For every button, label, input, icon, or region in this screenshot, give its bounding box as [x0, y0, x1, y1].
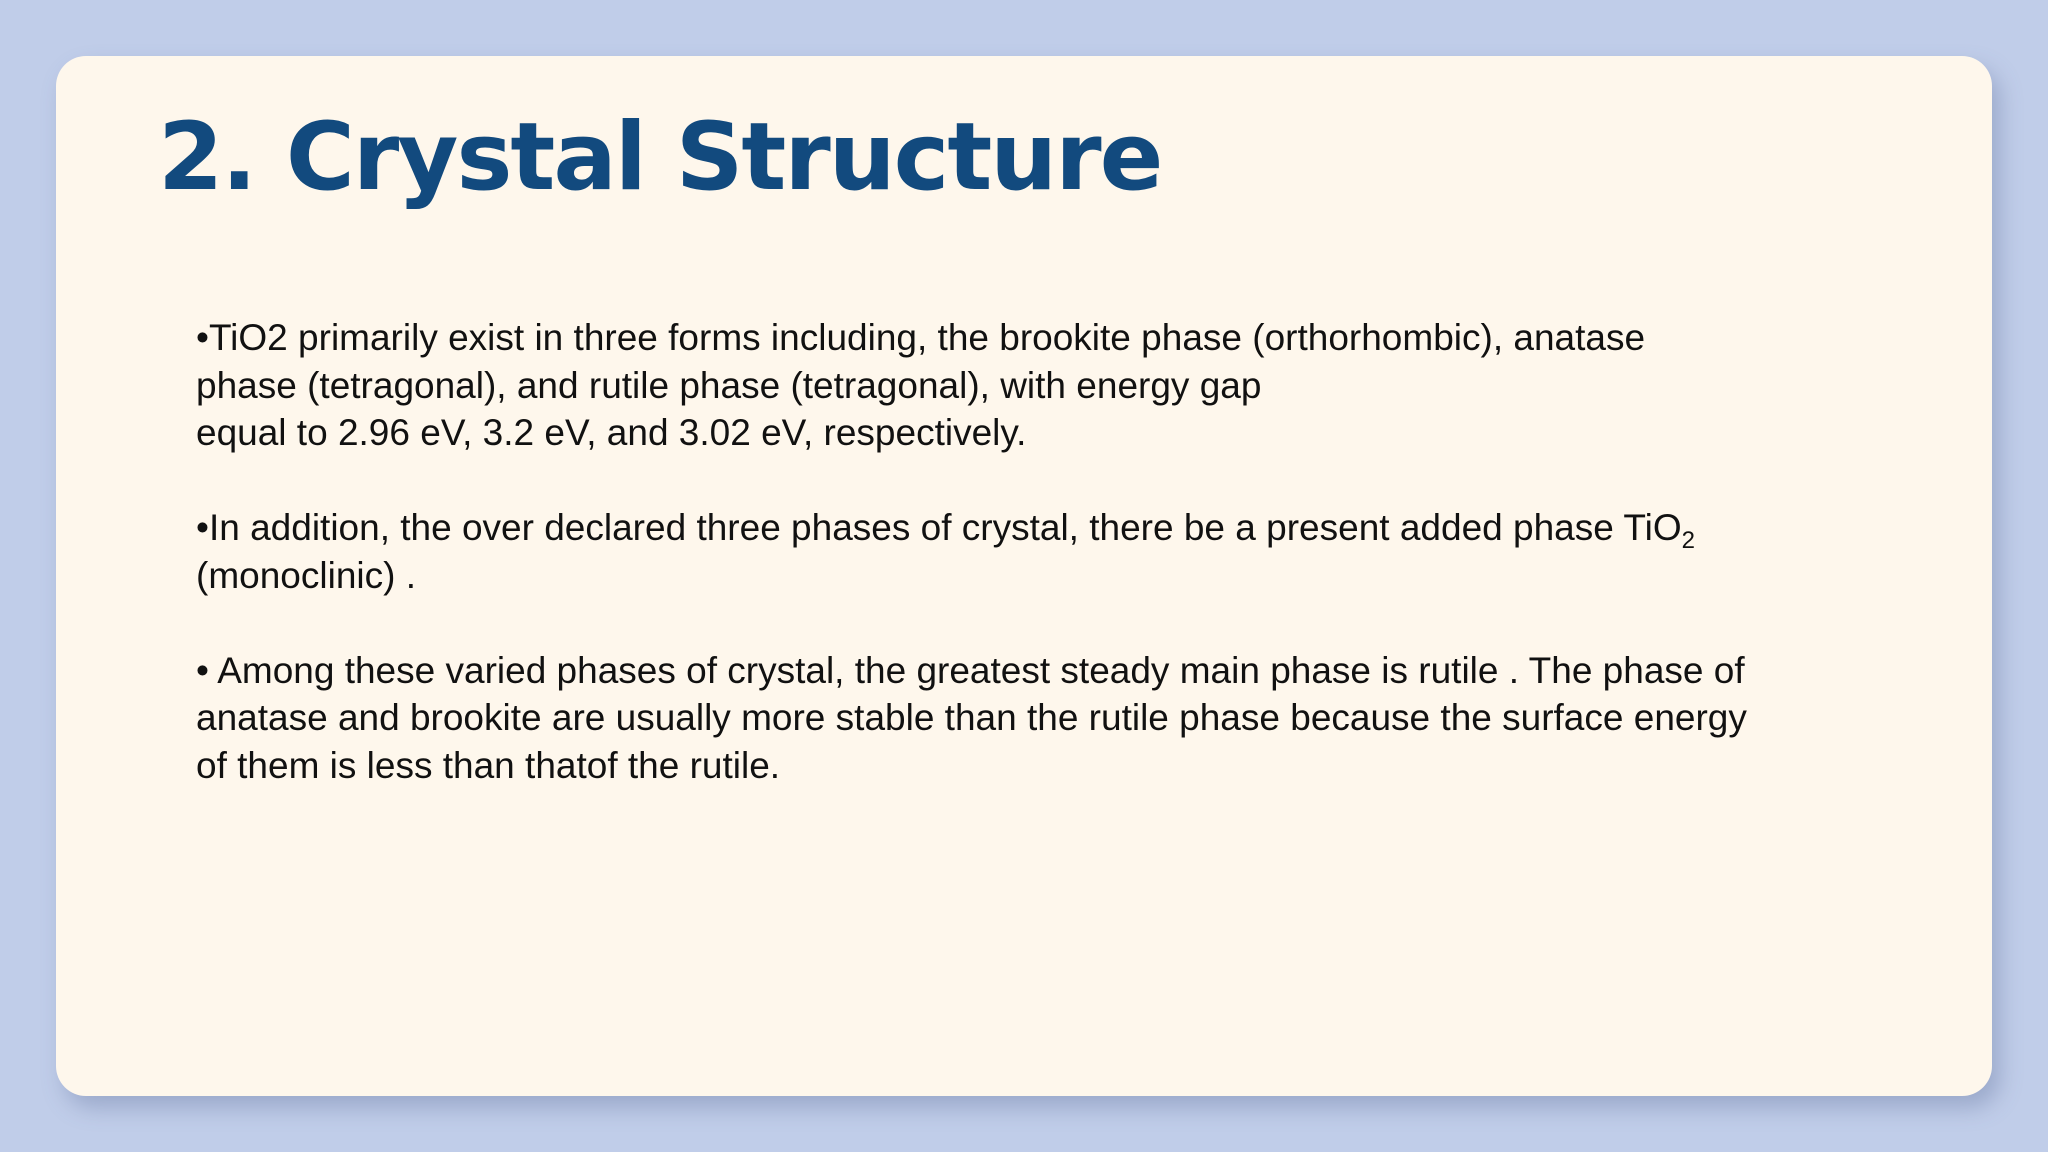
- text-line: of them is less than thatof the rutile.: [196, 744, 781, 786]
- paragraph-stability: [196, 647, 1896, 790]
- slide-body: [196, 314, 1896, 789]
- text-line: •TiO2 primarily exist in three forms including, the brookite phase (orthorhombic), anatase: [196, 317, 1646, 358]
- text-line: anatase and brookite are usually more stable than the rutile phase because the surface energy: [196, 697, 1747, 738]
- text-line-main: •In addition, the over declared three phases of crystal, there be a present added phase TiO: [196, 507, 1682, 548]
- subscript-two: 2: [1681, 527, 1696, 554]
- text-line: • Among these varied phases of crystal, the greatest steady main phase is rutile . The phase of: [196, 649, 1745, 691]
- text-line: [196, 504, 1896, 552]
- paragraph-phases: [196, 314, 1896, 457]
- text-line: phase (tetragonal), and rutile phase (tetragonal), with energy gap: [196, 364, 1262, 406]
- paragraph-monoclinic: [196, 504, 1896, 599]
- text-line: equal to 2.96 eV, 3.2 eV, and 3.02 eV, respectively.: [196, 412, 1027, 453]
- text-line: (monoclinic) .: [196, 554, 416, 596]
- slide-title: 2. Crystal Structure: [158, 103, 1162, 212]
